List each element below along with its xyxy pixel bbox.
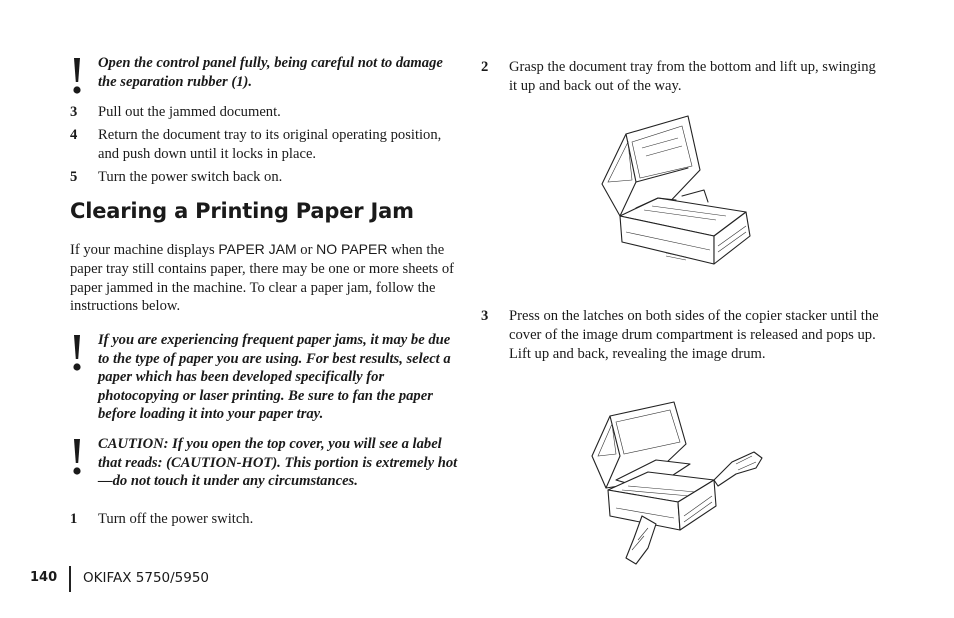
step-text: Turn off the power switch.: [98, 511, 254, 527]
step-1: [70, 510, 450, 529]
step-number: 2: [481, 59, 489, 75]
step-number: 5: [70, 169, 78, 185]
section-heading: Clearing a Printing Paper Jam: [70, 199, 414, 223]
exclamation-icon: [70, 333, 84, 373]
intro-text: when the paper tray still contains paper, there may be one or more sheets of paper jammed in the machine. To clear a paper jam, follow the instructions below.: [70, 242, 454, 315]
step-text: Grasp the document tray from the bottom and lift up, swinging it up and back out of the way.: [509, 59, 876, 94]
step-text: Pull out the jammed document.: [98, 104, 281, 120]
caution-note-separation-rubber: [70, 54, 460, 91]
step-number: 3: [70, 104, 78, 120]
display-message-no-paper: NO PAPER: [316, 241, 388, 257]
display-message-paper-jam: PAPER JAM: [218, 241, 297, 257]
exclamation-icon: [70, 437, 84, 477]
note-text: CAUTION: If you open the top cover, you will see a label that reads: (CAUTION-HOT). This portion is extremely hot—do not touch it under any circumstances.: [98, 436, 458, 490]
step-number: 3: [481, 308, 489, 324]
step-text: Turn the power switch back on.: [98, 169, 283, 185]
step-2: [481, 58, 881, 96]
step-number: 4: [70, 127, 78, 143]
fax-document-tray-lifted-illustration: [596, 112, 758, 270]
step-3: [70, 103, 450, 122]
step-3-latches: [481, 307, 881, 364]
step-number: 1: [70, 511, 78, 527]
fax-image-drum-cover-open-illustration: [586, 398, 770, 568]
step-4: [70, 126, 450, 164]
step-text: Return the document tray to its original operating position, and push down until it locks in place.: [98, 127, 442, 162]
note-text: Open the control panel fully, being careful not to damage the separation rubber (1).: [98, 55, 443, 90]
footer-divider: [69, 566, 71, 592]
caution-note-hot: [70, 435, 460, 491]
footer-product-title: OKIFAX 5750/5950: [83, 570, 210, 586]
step-5: [70, 168, 450, 187]
step-text: Press on the latches on both sides of the copier stacker until the cover of the image drum compartment is released and pops up. Lift up and back, revealing the image drum.: [509, 308, 879, 362]
note-text: If you are experiencing frequent paper jams, it may be due to the type of paper you are using. For best results, select a paper which has been developed specifically for photocopying or laser printing. Be sure to fan the paper before loading it into your paper tray.: [98, 332, 451, 423]
intro-text: If your machine displays: [70, 242, 219, 258]
note-paper-type: [70, 331, 460, 424]
page-number: 140: [30, 570, 58, 585]
intro-paragraph: [70, 240, 455, 316]
intro-text: or: [296, 242, 317, 258]
exclamation-icon: [70, 56, 84, 96]
